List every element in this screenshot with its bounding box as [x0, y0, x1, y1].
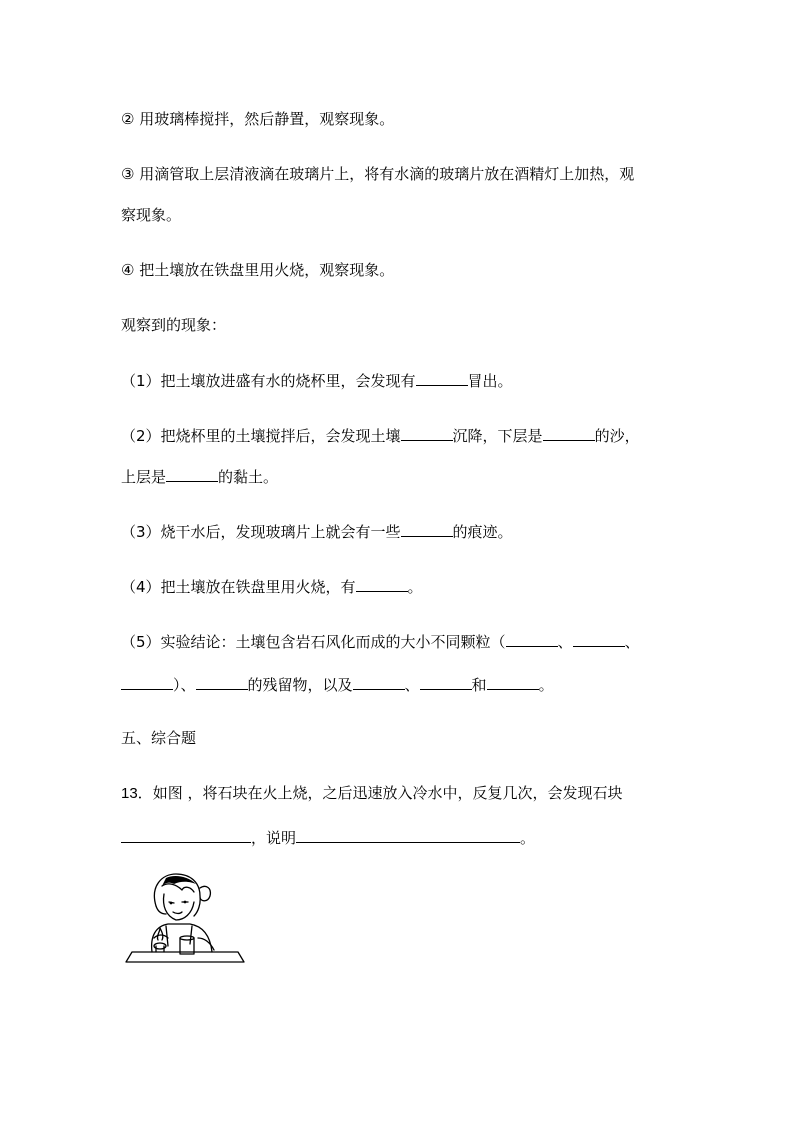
item-2-text-c: 的沙，	[594, 427, 640, 445]
question-13-end: 。	[520, 829, 536, 847]
item-5-and: 和	[471, 676, 487, 694]
answer-blank[interactable]	[506, 631, 558, 647]
answer-blank[interactable]	[356, 576, 408, 592]
step-4	[121, 260, 394, 280]
answer-blank[interactable]	[121, 827, 251, 843]
question-13-number: 13．	[121, 785, 153, 802]
answer-blank[interactable]	[420, 674, 472, 690]
item-3-text-a: （3）烧干水后，发现玻璃片上就会有一些	[121, 523, 401, 541]
item-5-sep: 、	[557, 633, 573, 651]
step-3-text-1: ③ 用滴管取上层清液滴在玻璃片上，将有水滴的玻璃片放在酒精灯上加热，观	[121, 165, 635, 183]
item-1-text-b: 冒出。	[467, 372, 513, 390]
answer-blank[interactable]	[401, 425, 453, 441]
item-1-text-a: （1）把土壤放进盛有水的烧杯里，会发现有	[121, 372, 416, 390]
answer-blank[interactable]	[353, 674, 405, 690]
item-5-text-b: ）、	[173, 676, 196, 694]
section-5-title-text: 五、综合题	[121, 729, 197, 747]
item-3-text-b: 的痕迹。	[452, 523, 513, 541]
item-5-line-2	[121, 674, 554, 695]
question-13-line-1	[121, 783, 622, 804]
answer-blank[interactable]	[416, 370, 468, 386]
answer-blank[interactable]	[121, 674, 173, 690]
item-5-line-1	[121, 631, 640, 652]
answer-blank[interactable]	[296, 827, 520, 843]
item-1	[121, 370, 513, 391]
observed-heading	[121, 315, 226, 335]
item-2-text-b: 沉降，下层是	[452, 427, 543, 445]
item-2-text-e: 的黏土。	[218, 468, 279, 486]
item-5-end: 。	[538, 676, 554, 694]
item-2-text-d: 上层是	[121, 468, 167, 486]
answer-blank[interactable]	[487, 674, 539, 690]
item-5-text-a: （5）实验结论：土壤包含岩石风化而成的大小不同颗粒（	[121, 633, 506, 651]
item-5-text-c: 的残留物，以及	[247, 676, 353, 694]
answer-blank[interactable]	[543, 425, 595, 441]
item-5-sep: 、	[404, 676, 420, 694]
answer-blank[interactable]	[166, 466, 218, 482]
item-2-line-1	[121, 425, 640, 446]
answer-blank[interactable]	[196, 674, 248, 690]
question-13-text-a: 如图 ，将石块在火上烧，之后迅速放入冷水中，反复几次，会发现石块	[152, 784, 623, 802]
item-4	[121, 576, 423, 597]
item-2-text-a: （2）把烧杯里的土壤搅拌后，会发现土壤	[121, 427, 401, 445]
step-3-text-2: 察现象。	[121, 206, 182, 224]
question-13-line-2	[121, 827, 535, 848]
step-3-line-2	[121, 205, 181, 225]
answer-blank[interactable]	[573, 631, 625, 647]
question-13-text-b: ，说明	[251, 829, 297, 847]
item-5-sep: 、	[624, 633, 640, 651]
step-2	[121, 109, 394, 129]
observed-heading-text: 观察到的现象：	[121, 316, 227, 334]
girl-heating-stone-illustration-icon	[122, 872, 248, 966]
step-4-text: ④ 把土壤放在铁盘里用火烧，观察现象。	[121, 261, 395, 279]
step-3-line-1	[121, 164, 634, 184]
step-2-text: ② 用玻璃棒搅拌，然后静置，观察现象。	[121, 110, 395, 128]
item-4-text-b: 。	[407, 578, 423, 596]
section-5-title	[121, 728, 196, 748]
item-4-text-a: （4）把土壤放在铁盘里用火烧，有	[121, 578, 356, 596]
answer-blank[interactable]	[401, 521, 453, 537]
item-2-line-2	[121, 466, 278, 487]
item-3	[121, 521, 513, 542]
